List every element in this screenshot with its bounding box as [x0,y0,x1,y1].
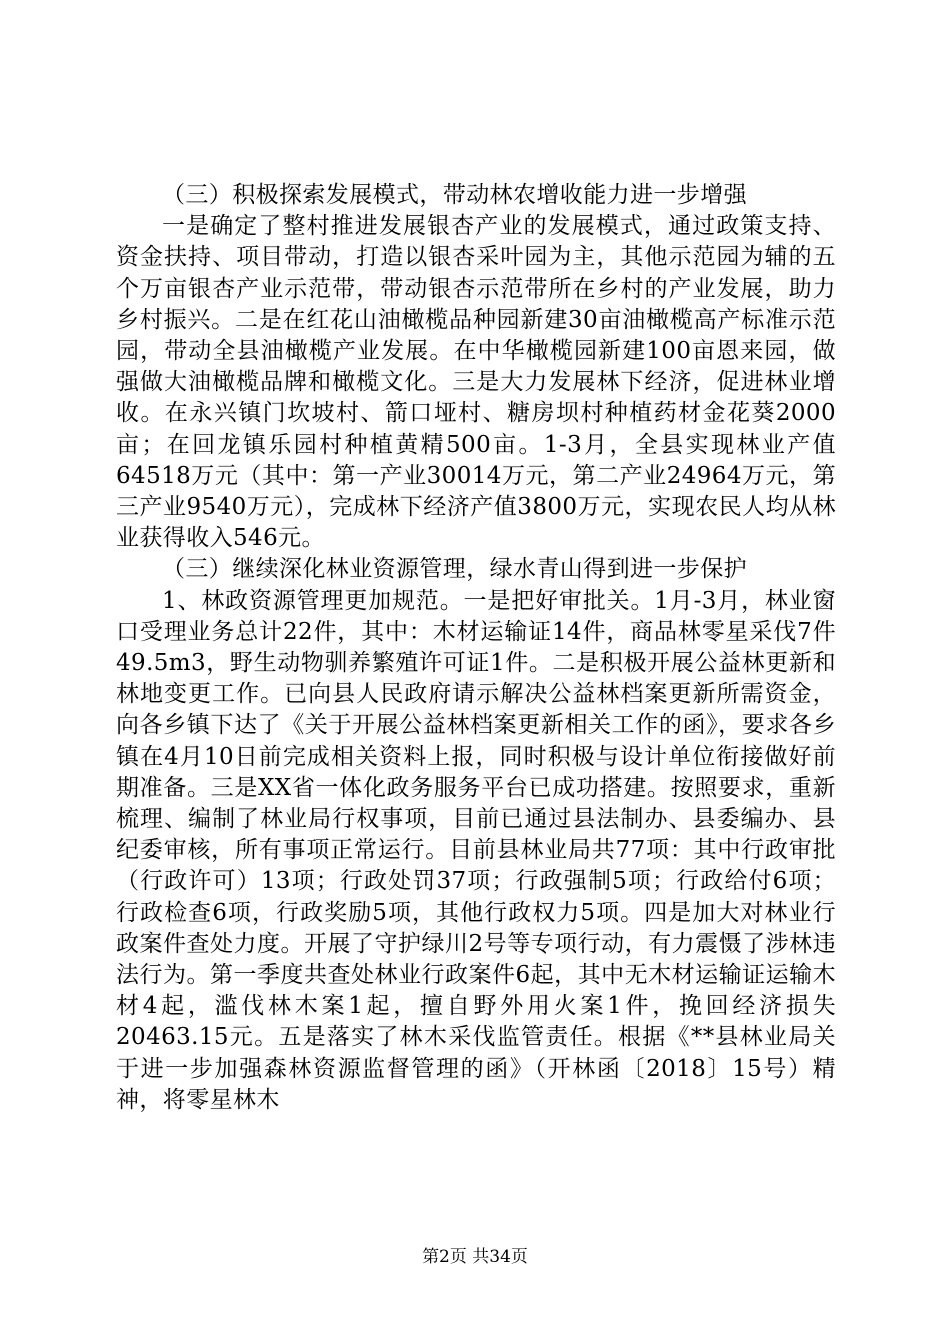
page-number-indicator: 第2页 共34页 [422,1247,528,1267]
paragraph-development-model: 一是确定了整村推进发展银杏产业的发展模式，通过政策支持、资金扶持、项目带动，打造以银杏采叶园为主，其他示范园为辅的五个万亩银杏产业示范带，带动银杏示范带所在乡村的产业发展，助力乡村振兴。二是在红花山油橄榄品种园新建30亩油橄榄高产标准示范园，带动全县油橄榄产业发展。在中华橄榄园新建100亩恩来园，做强做大油橄榄品牌和橄榄文化。三是大力发展林下经济，促进林业增收。在永兴镇门坎坡村、箭口垭村、糖房坝村种植药材金花葵2000亩；在回龙镇乐园村种植黄精500亩。1-3月，全县实现林业产值64518万元（其中：第一产业30014万元，第二产业24964万元，第三产业9540万元），完成林下经济产值3800万元，实现农民人均从林业获得收入546元。 [116,213,836,552]
section-heading-resource-management: （三）继续深化林业资源管理，绿水青山得到进一步保护 [162,556,747,583]
page-footer [0,1242,950,1267]
section-heading-development-model: （三）积极探索发展模式，带动林农增收能力进一步增强 [162,182,747,208]
document-body [116,180,836,1116]
paragraph-resource-management: 1、林政资源管理更加规范。一是把好审批关。1月-3月，林业窗口受理业务总计22件，其中：木材运输证14件，商品林零星采伐7件49.5m3，野生动物驯养繁殖许可证1件。二是积极开展公益林更新和林地变更工作。已向县人民政府请示解决公益林档案更新所需资金，向各乡镇下达了《关于开展公益林档案更新相关工作的函》，要求各乡镇在4月10日前完成相关资料上报，同时积极与设计单位衔接做好前期准备。三是XX省一体化政务服务平台已成功搭建。按照要求，重新梳理、编制了林业局行权事项，目前已通过县法制办、县委编办、县纪委审核，所有事项正常运行。目前县林业局共77项：其中行政审批（行政许可）13项；行政处罚37项；行政强制5项；行政给付6项；行政检查6项，行政奖励5项，其他行政权力5项。四是加大对林业行政案件查处力度。开展了守护绿川2号等专项行动，有力震慑了涉林违法行为。第一季度共查处林业行政案件6起，其中无木材运输证运输木材4起，滥伐林木案1起，擅自野外用火案1件，挽回经济损失20463.15元。五是落实了林木采伐监管责任。根据《**县林业局关于进一步加强森林资源监督管理的函》（开林函〔2018〕15号）精神，将零星林木 [116,587,836,1113]
